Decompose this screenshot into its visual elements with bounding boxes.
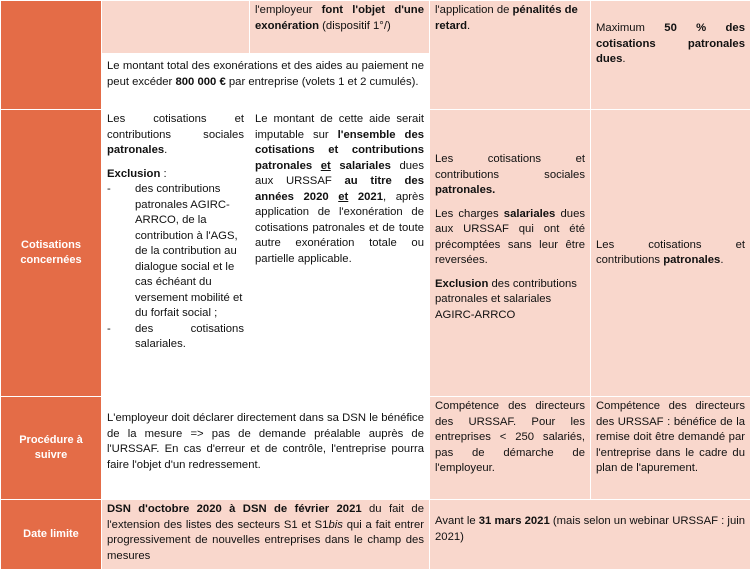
- exclusion-label: Exclusion :: [107, 167, 167, 180]
- cotisations-col1-intro: Les cotisations et contributions sociales patronales.: [107, 113, 244, 156]
- list-item: - des contributions patronales AGIRC-ARRCO, de la contribution à l'AGS, de la contribution au dialogue social et le cas échéant du versement mobilité et du forfait social ;: [107, 183, 243, 319]
- row-header-cotisations: Cotisations concernées: [1, 110, 102, 397]
- cotisations-col2-cell: [250, 110, 430, 397]
- row-header-date: Date limite: [1, 500, 102, 570]
- procedure-col4-cell: [591, 397, 750, 500]
- cotisations-col3-p1: Les cotisations et contributions sociales patronales.: [435, 153, 585, 196]
- top-col1-cell: [102, 1, 250, 54]
- top-note-text: Le montant total des exonérations et des aides au paiement ne peut excéder 800 000 € par entreprise (volets 1 et 2 cumulés).: [107, 60, 424, 88]
- date-col12-text: DSN d'octobre 2020 à DSN de février 2021 du fait de l'extension des listes des secteurs S1 et S1bis qui a fait entrer progressivement de nouvelles entreprises dans le champ des mesures: [107, 503, 424, 562]
- top-col4-cell: [591, 1, 750, 110]
- exclusion-list: [107, 182, 244, 353]
- date-col12-cell: [102, 500, 430, 570]
- date-col34-text: Avant le 31 mars 2021 (mais selon un webinar URSSAF : juin 2021): [435, 515, 746, 543]
- list-item: - des cotisations salariales.: [107, 322, 244, 350]
- top-col3-cell: [430, 1, 591, 110]
- procedure-col12-cell: [102, 397, 430, 500]
- cotisations-col1-cell: [102, 110, 250, 397]
- procedure-col4-text: Compétence des directeurs des URSSAF : bénéfice de la remise doit être demandé par l'entreprise dans le cadre du plan de l'apurement.: [596, 400, 745, 474]
- top-col2-text: l'employeur font l'objet d'une exonération (dispositif 1°/): [255, 4, 424, 32]
- procedure-col3-cell: [430, 397, 591, 500]
- row-header-top: [1, 1, 102, 110]
- top-col4-text: Maximum 50 % des cotisations patronales dues.: [596, 22, 745, 65]
- cotisations-col4-cell: [591, 110, 750, 397]
- top-col3-text: l'application de pénalités de retard.: [435, 4, 578, 32]
- procedure-col12-text: L'employeur doit déclarer directement dans sa DSN le bénéfice de la mesure => pas de demande préalable auprès de l'URSSAF. En cas d'erreur et de contrôle, l'entreprise pourra faire l'objet d'un redressement.: [107, 412, 424, 471]
- cotisations-col3-p2: Les charges salariales dues aux URSSAF qui ont été précomptées sans leur être reversées.: [435, 207, 586, 266]
- cotisations-col3-cell: [430, 110, 591, 397]
- cotisations-col3-p3: Exclusion des contributions patronales et salariales AGIRC-ARRCO: [435, 277, 577, 321]
- cotisations-col4-text: Les cotisations et contributions patronales.: [596, 238, 745, 266]
- row-header-procedure: Procédure à suivre: [1, 397, 102, 500]
- date-col34-cell: [430, 500, 750, 570]
- top-col2-cell: [250, 1, 430, 54]
- top-note-cell: [102, 54, 430, 110]
- procedure-col3-text: Compétence des directeurs des URSSAF. Pour les entreprises < 250 salariés, pas de démarche de l'employeur.: [435, 400, 585, 474]
- cotisations-col2-text: Le montant de cette aide serait imputable sur l'ensemble des cotisations et contributions patronales et salariales dues aux URSSAF au titre des années 2020 et 2021, après application de l'exonération de cotisations patronales et de toute autre exonération totale ou partielle applicable.: [255, 113, 425, 265]
